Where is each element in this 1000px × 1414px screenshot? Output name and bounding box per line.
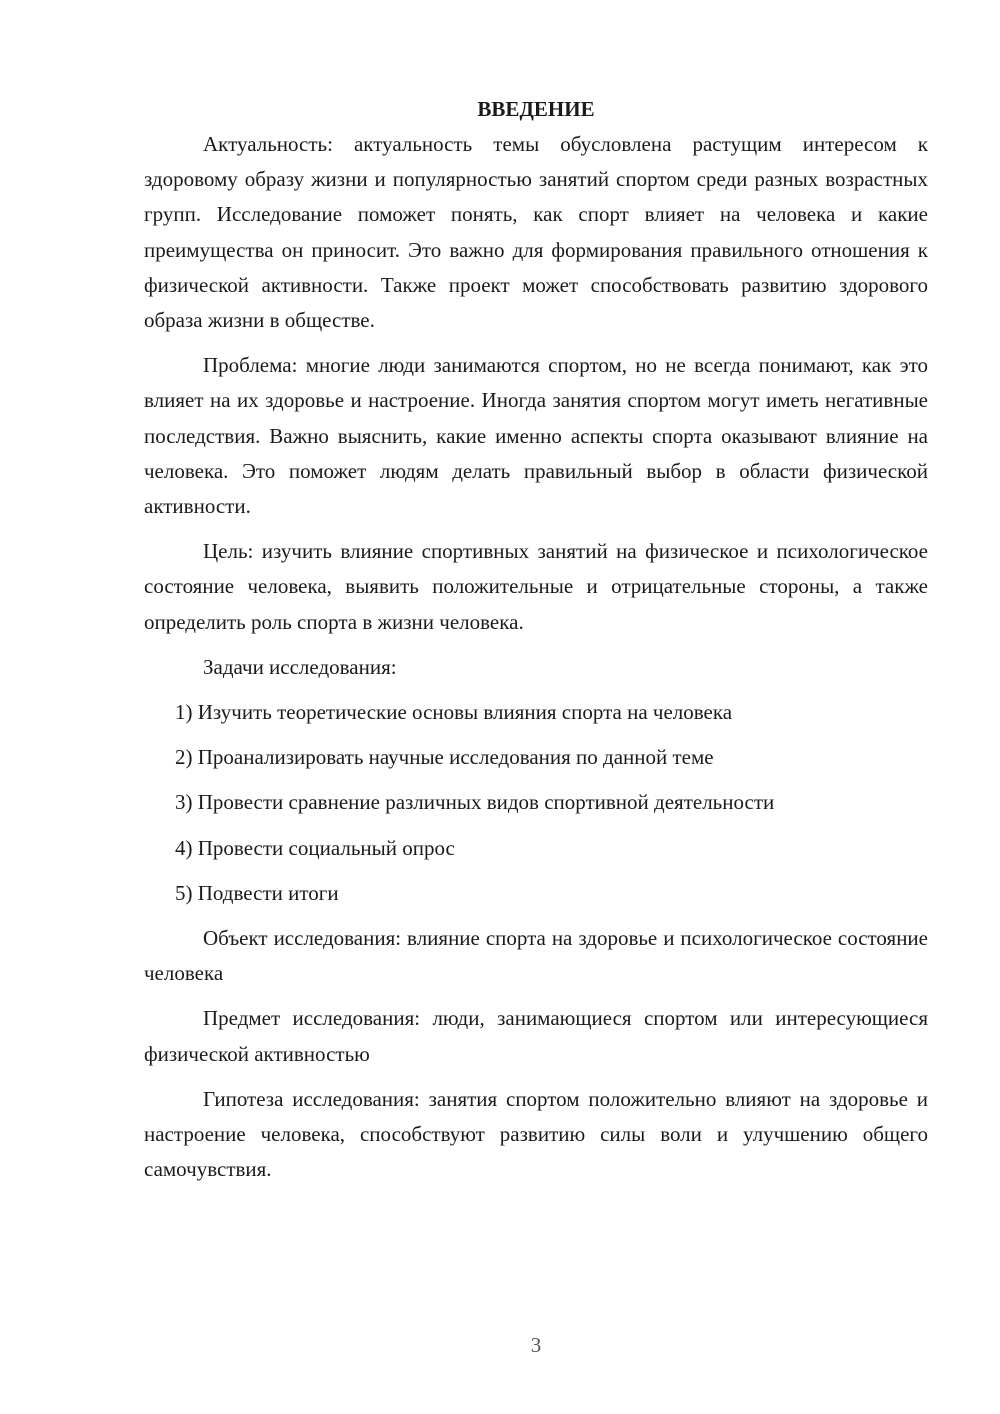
list-item: 5) Подвести итоги	[175, 880, 339, 905]
tasks-heading: Задачи исследования:	[203, 654, 397, 679]
page-title: ВВЕДЕНИЕ	[477, 97, 595, 121]
paragraph-hypothesis: Гипотеза исследования: занятия спортом положительно влияют на здоровье и настроение человека, способствуют развитию силы воли и улучшению общего самочувствия.	[144, 1086, 928, 1182]
paragraph-problem: Проблема: многие люди занимаются спортом, но не всегда понимают, как это влияет на их здоровье и настроение. Иногда занятия спортом могут иметь негативные последствия. Важно выяснить, какие именно аспекты спорта оказывают влияние на человека. Это поможет людям делать правильный выбор в области физической активности.	[144, 353, 928, 519]
paragraph-subject: Предмет исследования: люди, занимающиеся спортом или интересующиеся физической активностью	[144, 1006, 928, 1066]
paragraph-goal: Цель: изучить влияние спортивных занятий на физическое и психологическое состояние человека, выявить положительные и отрицательные стороны, а также определить роль спорта в жизни человека.	[144, 539, 928, 634]
paragraph-object: Объект исследования: влияние спорта на здоровье и психологическое состояние человека	[144, 926, 928, 986]
list-item: 2) Проанализировать научные исследования по данной теме	[175, 745, 714, 770]
tasks-list	[144, 695, 928, 911]
list-item: 4) Провести социальный опрос	[175, 835, 455, 860]
document-page	[144, 92, 928, 1197]
paragraph-relevance: Актуальность: актуальность темы обусловлена растущим интересом к здоровому образу жизни и популярностью занятий спортом среди разных возрастных групп. Исследование поможет понять, как спорт влияет на человека и какие преимущества он приносит. Это важно для формирования правильного отношения к физической активности. Также проект может способствовать развитию здорового образа жизни в обществе.	[144, 132, 928, 333]
list-item: 1) Изучить теоретические основы влияния спорта на человека	[175, 700, 733, 725]
page-number: 3	[530, 1333, 542, 1357]
list-item: 3) Провести сравнение различных видов спортивной деятельности	[175, 790, 775, 815]
